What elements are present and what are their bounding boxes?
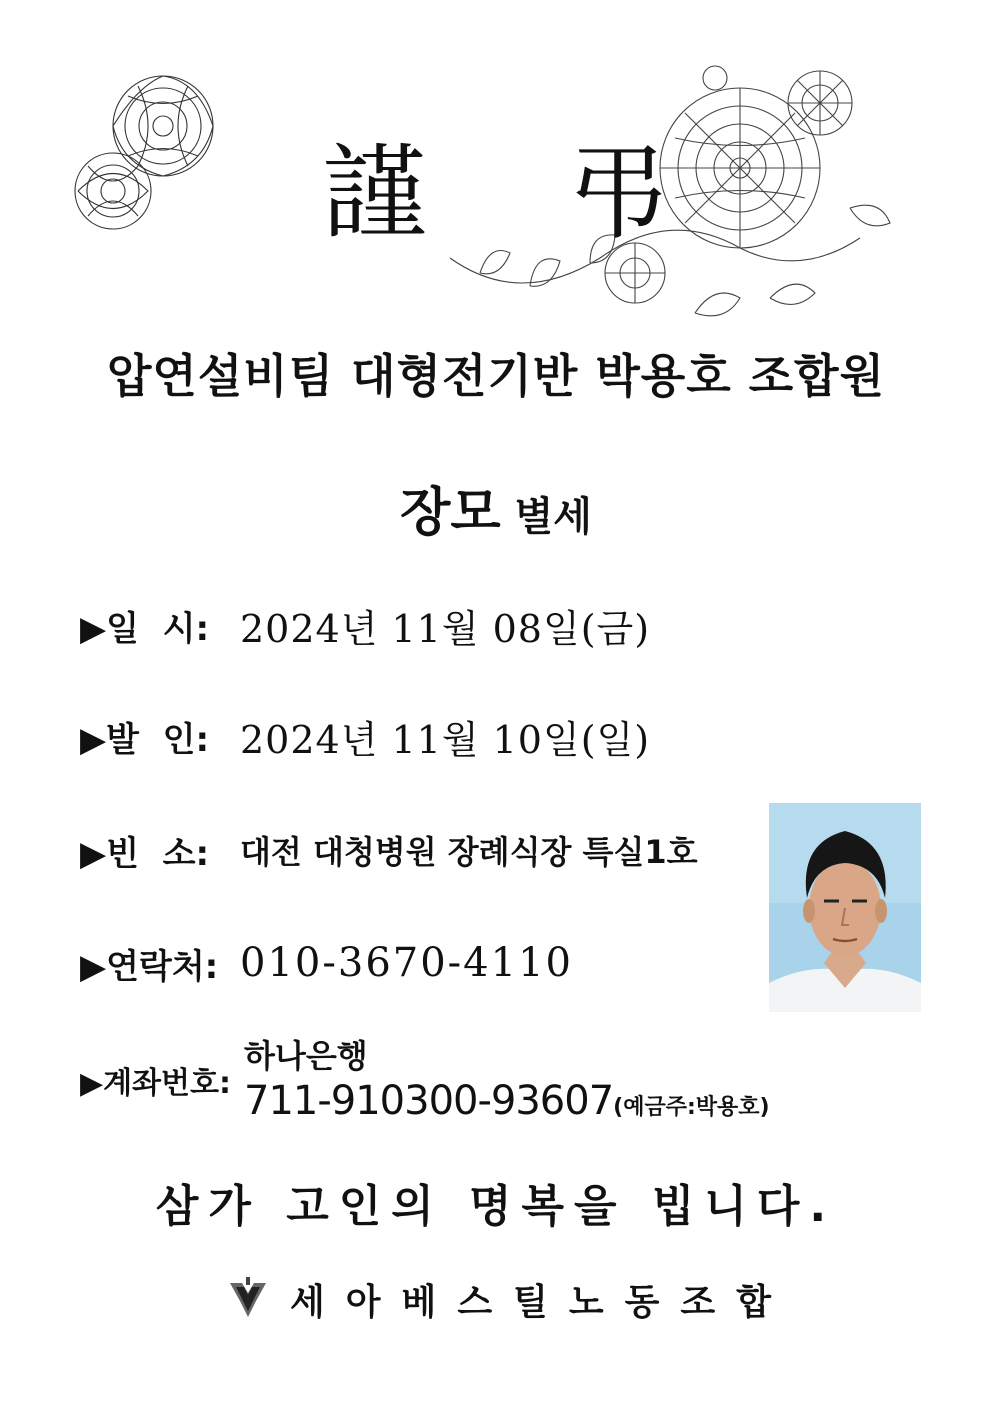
deceased-relation-headline: 압연설비팀 대형전기반 박용호 조합원 <box>106 349 886 403</box>
detail-label: ▶일 시: <box>80 608 210 649</box>
detail-row-venue <box>80 820 698 880</box>
account-holder: (예금주:박용호) <box>613 1095 770 1120</box>
detail-value: 2024년 11월 08일(금) <box>240 606 651 651</box>
status-text: 별세 <box>514 494 592 540</box>
contact-phone: 010-3670-4110 <box>240 940 573 986</box>
union-name: 세아베스틸노동조합 <box>290 1281 792 1323</box>
account-line <box>244 1076 770 1134</box>
relation-text: 장모 <box>400 483 501 543</box>
footer <box>226 1272 792 1326</box>
detail-value: 2024년 11월 10일(일) <box>240 717 651 762</box>
union-logo-icon <box>226 1277 270 1321</box>
relation-line <box>0 470 992 545</box>
detail-row-date <box>80 595 650 655</box>
condolence-message: 삼가 고인의 명복을 빕니다. <box>155 1181 837 1232</box>
account-number: 711-910300-93607 <box>244 1078 614 1124</box>
title-char-left: 謹 <box>322 132 427 254</box>
detail-value: 대전 대청병원 장례식장 특실1호 <box>240 833 698 871</box>
title-char-right: 弔 <box>566 132 671 254</box>
detail-row-contact <box>80 933 573 993</box>
detail-row-account <box>80 1050 240 1110</box>
account-info <box>244 1036 770 1134</box>
portrait-photo <box>769 803 921 1012</box>
title <box>0 128 992 258</box>
detail-label: ▶발 인: <box>80 719 210 760</box>
detail-label: ▶빈 소: <box>80 833 210 874</box>
detail-row-procession <box>80 706 650 766</box>
detail-label: ▶계좌번호: <box>80 1066 231 1101</box>
detail-label: ▶연락처: <box>80 946 219 987</box>
bank-name: 하나은행 <box>244 1037 368 1075</box>
